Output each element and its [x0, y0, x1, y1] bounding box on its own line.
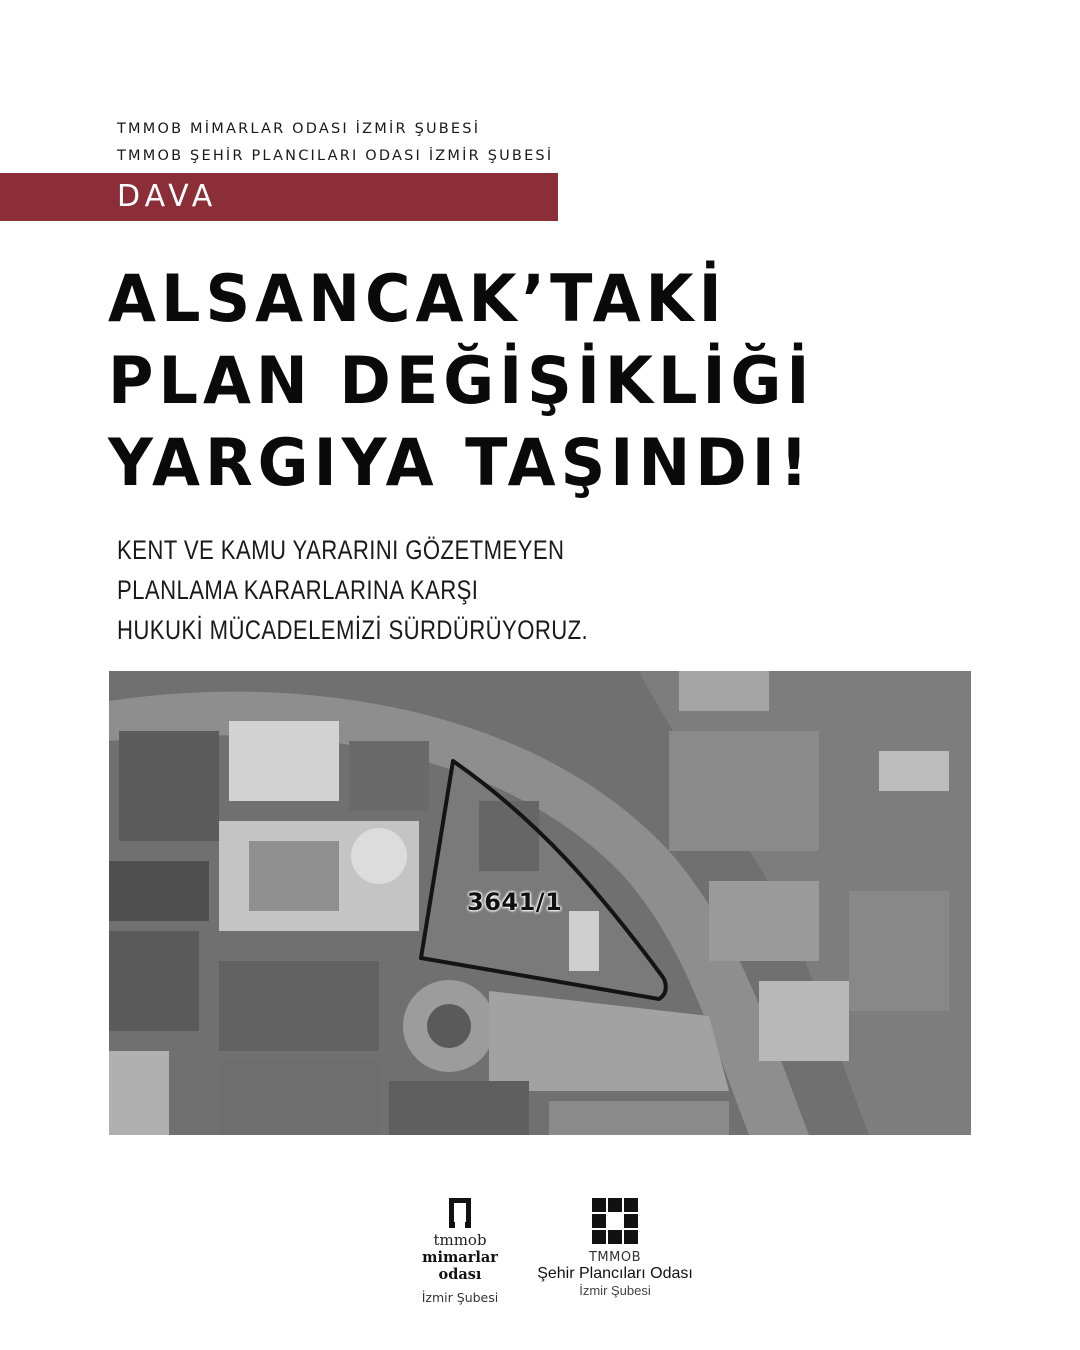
subheadline-line-1: KENT VE KAMU YARARINI GÖZETMEYEN	[117, 535, 565, 565]
logo-mo-line-3: odası	[438, 1266, 482, 1283]
headline	[108, 256, 988, 502]
logo-sehir-plancilari-odasi	[525, 1198, 705, 1298]
logo-spo-line-2: Şehir Plancıları Odası	[537, 1265, 693, 1282]
category-label: DAVA	[117, 179, 218, 214]
logo-spo-line-3: İzmir Şubesi	[579, 1283, 651, 1298]
headline-line-3: YARGIYA TAŞINDI!	[108, 424, 814, 501]
parcel-label: 3641/1	[467, 888, 563, 916]
logo-spo-line-1: TMMOB	[588, 1250, 642, 1265]
aerial-map-image	[109, 671, 971, 1135]
org-name-sehir-plancilari: TMMOB ŞEHİR PLANCILARI ODASI İZMİR ŞUBESİ	[117, 148, 554, 164]
mimarlar-odasi-mark-icon	[449, 1198, 471, 1228]
spo-grid-mark-icon	[592, 1198, 638, 1244]
subheadline-line-2: PLANLAMA KARARLARINA KARŞI	[117, 575, 479, 605]
logo-mo-line-2: mimarlar	[422, 1249, 498, 1266]
subheadline-line-3: HUKUKİ MÜCADELEMİZİ SÜRDÜRÜYORUZ.	[117, 615, 589, 645]
logo-mimarlar-odasi	[410, 1198, 510, 1306]
category-banner	[0, 173, 558, 221]
headline-line-1: ALSANCAK’TAKİ	[108, 260, 727, 337]
org-name-mimarlar: TMMOB MİMARLAR ODASI İZMİR ŞUBESİ	[117, 121, 481, 137]
headline-line-2: PLAN DEĞİŞİKLİĞİ	[108, 342, 815, 419]
logo-mo-line-1: tmmob	[433, 1231, 487, 1249]
logo-mo-line-4: İzmir Şubesi	[421, 1290, 499, 1305]
